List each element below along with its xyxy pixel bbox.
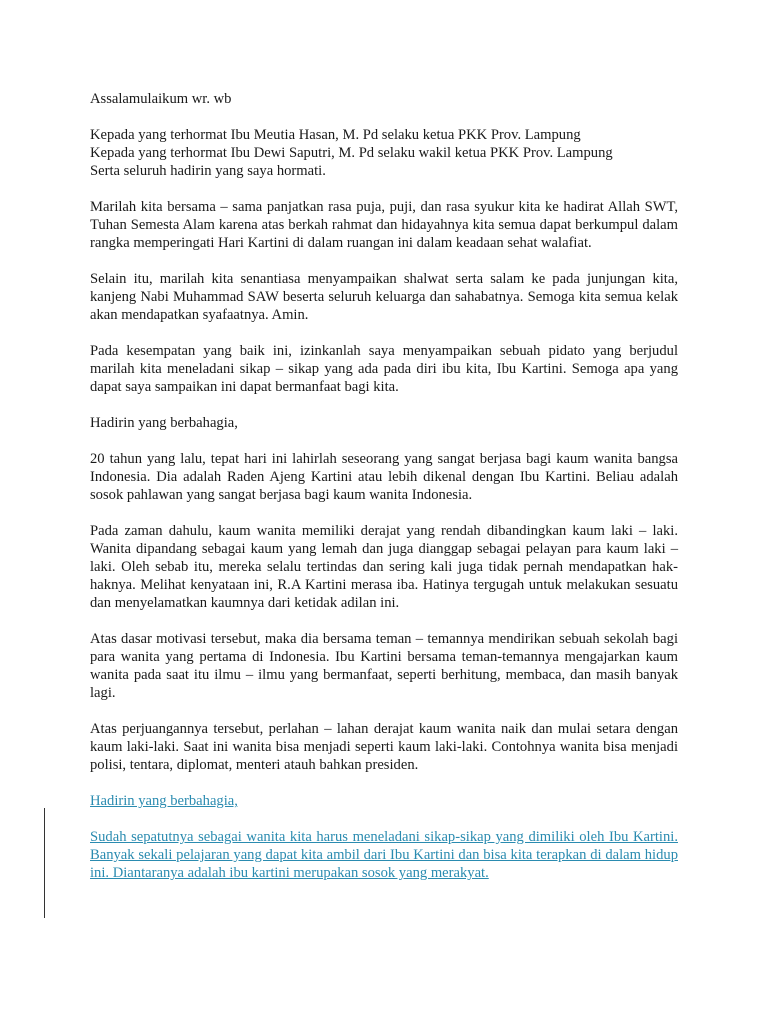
salutation-line: Kepada yang terhormat Ibu Dewi Saputri, M. Pd selaku wakil ketua PKK Prov. Lampung [90, 145, 613, 161]
salutation-block [90, 126, 678, 180]
paragraph-history: Pada zaman dahulu, kaum wanita memiliki derajat yang rendah dibandingkan kaum laki – laki. Wanita dipandang sebagai kaum yang lemah dan juga dianggap sebagai pelayan para kaum laki – laki. Oleh sebab itu, mereka selalu tertindas dan sering kali juga tidak pernah mendapatkan hak-haknya. Melihat kenyataan ini, R.A Kartini merasa iba. Hatinya tergugah untuk melakukan sesuatu dan menyelamatkan kaumnya dari ketidak adilan ini. [90, 523, 678, 611]
salutation-line: Serta seluruh hadirin yang saya hormati. [90, 163, 326, 179]
paragraph-school: Atas dasar motivasi tersebut, maka dia bersama teman – temannya mendirikan sebuah sekolah bagi para wanita yang pertama di Indonesia. Ibu Kartini bersama teman-temannya mengajarkan kaum wanita pada saat itu ilmu – ilmu yang bermanfaat, seperti berhitung, membaca, dan masih banyak lagi. [90, 631, 678, 701]
paragraph-equality: Atas perjuangannya tersebut, perlahan – lahan derajat kaum wanita naik dan mulai setara dengan kaum laki-laki. Saat ini wanita bisa menjadi seperti kaum laki-laki. Contohnya wanita bisa menjadi polisi, tentara, diplomat, menteri atauh bahkan presiden. [90, 721, 678, 773]
tracked-change-paragraph: Sudah sepatutnya sebagai wanita kita harus meneladani sikap-sikap yang dimiliki oleh Ibu Kartini. Banyak sekali pelajaran yang dapat kita ambil dari Ibu Kartini dan bisa kita terapkan di dalam hidup ini. Diantaranya adalah ibu kartini merupakan sosok yang merakyat. [90, 829, 678, 881]
tracked-change-address: Hadirin yang berbahagia, [90, 793, 238, 809]
paragraph-opening-prayer: Marilah kita bersama – sama panjatkan rasa puja, puji, dan rasa syukur kita ke hadirat Allah SWT, Tuhan Semesta Alam karena atas berkah rahmat dan hidayahnya kita semua dapat berkumpul dalam rangka memperingati Hari Kartini di dalam ruangan ini dalam keadaan sehat walafiat. [90, 199, 678, 251]
paragraph-shalawat: Selain itu, marilah kita senantiasa menyampaikan shalwat serta salam ke pada junjungan kita, kanjeng Nabi Muhammad SAW beserta seluruh keluarga dan sahabatnya. Semoga kita semua kelak akan mendapatkan syafaatnya. Amin. [90, 271, 678, 323]
paragraph-kartini-birth: 20 tahun yang lalu, tepat hari ini lahirlah seseorang yang sangat berjasa bagi kaum wanita bangsa Indonesia. Dia adalah Raden Ajeng Kartini atau lebih dikenal dengan Ibu Kartini. Beliau adalah sosok pahlawan yang sangat berjasa bagi kaum wanita Indonesia. [90, 451, 678, 503]
paragraph-intro: Pada kesempatan yang baik ini, izinkanlah saya menyampaikan sebuah pidato yang berjudul marilah kita meneladani sikap – sikap yang ada pada diri ibu kita, Ibu Kartini. Semoga apa yang dapat saya sampaikan ini dapat bermanfaat bagi kita. [90, 343, 678, 395]
document-page [90, 90, 678, 900]
salutation-line: Kepada yang terhormat Ibu Meutia Hasan, M. Pd selaku ketua PKK Prov. Lampung [90, 127, 581, 143]
greeting: Assalamulaikum wr. wb [90, 91, 232, 107]
revision-change-bar [44, 808, 45, 918]
paragraph-address: Hadirin yang berbahagia, [90, 415, 238, 431]
